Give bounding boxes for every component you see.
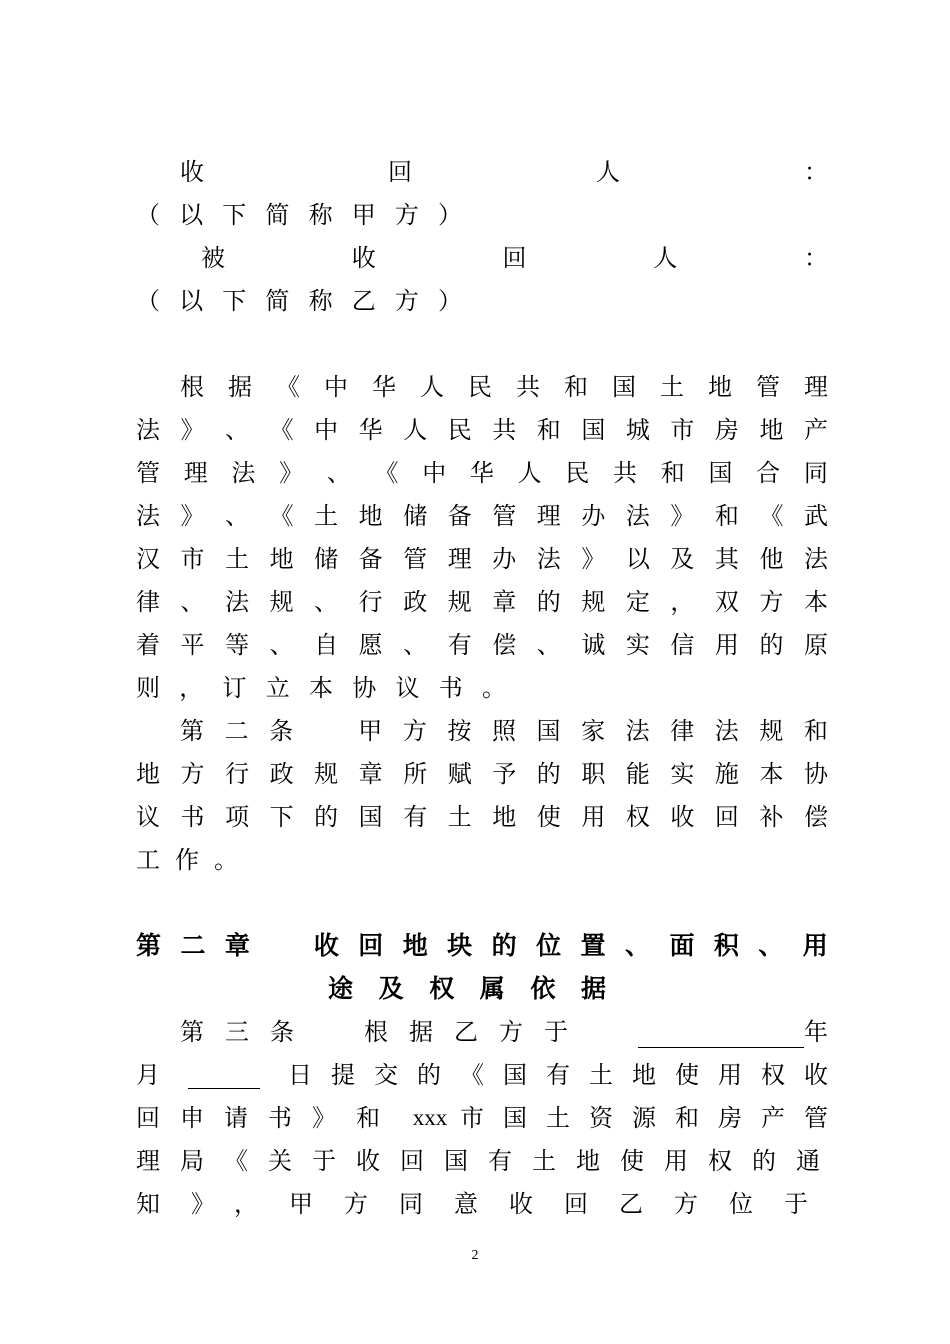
char: 诚 [581,631,606,659]
article3-line2 [136,1059,847,1091]
char: 同 [803,459,828,487]
day-blank[interactable] [188,1062,260,1089]
char: 储 [314,545,339,573]
char: 法 [625,502,650,530]
year-blank[interactable] [638,1021,804,1048]
char: 理 [804,373,828,401]
char: ， [179,674,204,702]
char: 本 [803,588,828,616]
article3-text-a: 根据乙方于 [364,1018,589,1046]
char: 、 [326,459,351,487]
char: 作 [175,846,199,874]
char: 其 [714,545,739,573]
char: 产 [803,416,828,444]
char: 位 [536,931,562,960]
article3-line3 [136,1102,847,1134]
char: 、 [624,931,650,960]
char: 补 [759,803,784,831]
char: 土 [225,545,250,573]
char: 管 [136,459,160,487]
char: 等 [225,631,250,659]
chapter-heading-line [328,973,606,1005]
char: 规 [269,588,294,616]
char: 和 [714,502,739,530]
text-line [136,199,462,231]
char: 规 [447,588,472,616]
char: 二 [180,931,206,960]
char: 和 [660,459,685,487]
char: 及 [378,974,404,1003]
char: 地 [402,931,428,960]
char: 行 [225,760,250,788]
char: 规 [581,588,606,616]
char: 自 [314,631,339,659]
char: 》 [670,502,695,530]
char: 地 [492,803,517,831]
char: 方 [759,588,784,616]
char [269,930,294,962]
char: 所 [403,760,428,788]
char: 以 [179,201,204,229]
text-line [136,629,828,661]
char: 华 [372,373,396,401]
char: 共 [516,373,540,401]
text-line [136,285,462,317]
char: 人 [596,158,620,186]
char: 途 [328,974,354,1003]
char: 施 [714,760,739,788]
char: 规 [759,717,784,745]
char: 》 [581,545,606,573]
article3-text-f: 知》，甲方同意收回乙方位于 [136,1190,839,1218]
char: 政 [403,588,428,616]
char: 收 [351,244,376,272]
char: ） [437,287,462,315]
char: 的 [314,803,339,831]
char: 实 [670,760,695,788]
char: 市 [180,545,205,573]
char: 甲 [351,201,376,229]
char: 《 [276,373,300,401]
article3-label: 第三条 [180,1018,315,1046]
char: 权 [429,974,455,1003]
char: 下 [269,803,294,831]
char: 方 [180,760,205,788]
char: 用 [802,931,828,960]
text-line [136,586,828,618]
char: 项 [225,803,250,831]
char: 民 [565,459,590,487]
char: 协 [352,674,377,702]
char: 法 [136,416,160,444]
char: 管 [756,373,780,401]
char: 以 [625,545,650,573]
char: 土 [314,502,339,530]
char: 武 [803,502,828,530]
char: 使 [536,803,561,831]
char: 中 [314,416,339,444]
text-line [136,844,238,876]
char: 和 [536,416,561,444]
char: ） [437,201,462,229]
year-label: 年 [804,1018,828,1046]
char: 定 [625,588,650,616]
char: 乙 [351,287,376,315]
char: 按 [447,717,472,745]
char: 办 [581,502,606,530]
char: 照 [491,717,516,745]
text-line [136,672,506,704]
char: 储 [403,502,428,530]
char: 本 [309,674,333,702]
char: 民 [468,373,492,401]
char: 《 [269,502,294,530]
city-placeholder: xxx [412,1105,448,1130]
char: 法 [536,545,561,573]
char: 立 [265,674,290,702]
month-label: 月 [136,1061,160,1089]
char: 地 [269,545,294,573]
char: 地 [358,502,383,530]
text-line [136,414,828,446]
char: 民 [447,416,472,444]
char: 平 [180,631,205,659]
char: 着 [136,631,160,659]
char: 则 [136,674,160,702]
char: 愿 [358,631,383,659]
char: 市 [670,416,695,444]
char: 和 [803,717,828,745]
char: 国 [358,803,383,831]
text-line [136,457,828,489]
char: 收 [670,803,695,831]
char: 的 [491,931,517,960]
char: 理 [447,545,472,573]
char: 能 [625,760,650,788]
char: 备 [447,502,472,530]
char: 议 [395,674,420,702]
char: 回 [388,158,412,186]
char: 。 [482,674,506,702]
char: 地 [136,760,160,788]
char: 章 [492,588,517,616]
char: 权 [625,803,650,831]
char: 律 [670,717,695,745]
char: 偿 [803,803,828,831]
char: 双 [714,588,739,616]
char: 用 [581,803,606,831]
char: 原 [803,631,828,659]
text-line [136,758,828,790]
char: 理 [536,502,561,530]
char: 国 [612,373,636,401]
chapter-heading-line [136,930,828,962]
char: 法 [231,459,256,487]
char: 偿 [492,631,517,659]
char: 根 [180,373,204,401]
char: 规 [314,760,339,788]
char: 。 [214,846,238,874]
char: 以 [179,287,204,315]
char: 、 [536,631,561,659]
text-line [180,371,828,403]
char: 人 [403,416,428,444]
char: 国 [708,459,733,487]
char: 有 [403,803,428,831]
char: 称 [308,287,333,315]
char: 行 [358,588,383,616]
char: 管 [403,545,428,573]
char: 、 [225,416,250,444]
char: 本 [759,760,784,788]
article3-line1 [180,1016,828,1048]
char: 房 [714,416,739,444]
char: 属 [479,974,505,1003]
char: 置 [580,931,606,960]
char: 法 [136,502,160,530]
char: 国 [581,416,606,444]
char: 律 [136,588,160,616]
char: （ [136,287,160,315]
char: 积 [713,931,739,960]
char: 人 [517,459,542,487]
char: 理 [183,459,208,487]
char: 人 [420,373,444,401]
article3-text-b: 日提交的《国有土地使用权收 [288,1061,847,1089]
char: 合 [756,459,781,487]
char: 回 [502,244,527,272]
char: 第 [180,717,204,745]
char: 订 [222,674,247,702]
char: 他 [759,545,784,573]
char: 土 [447,803,472,831]
char: 地 [708,373,732,401]
text-line [180,156,828,188]
char: 回 [358,931,384,960]
char: 用 [714,631,739,659]
char: ： [804,244,828,272]
char: 二 [224,717,249,745]
char: 回 [714,803,739,831]
char: 据 [580,974,606,1003]
char: 章 [224,931,250,960]
char: 称 [308,201,333,229]
char: 《 [374,459,399,487]
char: 简 [265,287,290,315]
char: 、 [758,931,784,960]
char: 、 [269,631,294,659]
char: 工 [136,846,160,874]
char: 》 [180,416,205,444]
char: 法 [225,588,250,616]
text-line [136,801,828,833]
char: 汉 [136,545,160,573]
char: 书 [438,674,463,702]
char: 依 [530,974,556,1003]
char: 职 [581,760,606,788]
char: ： [804,158,828,186]
text-line [136,543,828,575]
char: 人 [653,244,678,272]
char: 《 [269,416,294,444]
char [314,715,338,747]
char: 政 [269,760,294,788]
article3-text-c: 回申请书》和 [136,1104,400,1132]
char: 方 [394,287,419,315]
char: 中 [422,459,447,487]
char: 被 [201,244,225,272]
char: 、 [180,588,205,616]
char: 第 [136,931,162,960]
char: 收 [180,158,204,186]
char: 的 [536,588,561,616]
char: 条 [269,717,294,745]
char: 》 [279,459,304,487]
char: 信 [670,631,695,659]
char: 议 [136,803,160,831]
char: 章 [358,760,383,788]
char: 协 [803,760,828,788]
article3-text-d: 市国土资源和房产管 [460,1104,847,1132]
article3-text-e: 理局《关于收回国有土地使用权的通 [136,1147,840,1175]
char: 方 [402,717,427,745]
char: 法 [625,717,650,745]
article3-line4 [136,1145,840,1177]
text-line [180,715,828,747]
char: 、 [314,588,339,616]
char: 的 [536,760,561,788]
char: 面 [669,931,695,960]
char: 法 [803,545,828,573]
char: 法 [714,717,739,745]
article3-line5 [136,1188,839,1220]
page-number: 2 [471,1248,479,1263]
char: 下 [222,287,247,315]
char: 国 [536,717,561,745]
char: 家 [581,717,606,745]
char: 华 [469,459,494,487]
char: 共 [492,416,517,444]
char: 土 [660,373,684,401]
char: 的 [759,631,784,659]
char: 下 [222,201,247,229]
char: 有 [447,631,472,659]
char: 块 [447,931,473,960]
char: 》 [180,502,205,530]
char: 和 [564,373,588,401]
char: 管 [492,502,517,530]
char: 、 [403,631,428,659]
char: 城 [625,416,650,444]
char: 办 [492,545,517,573]
char: 赋 [447,760,472,788]
char: 备 [358,545,383,573]
char: 共 [613,459,638,487]
char: 《 [759,502,784,530]
char: 中 [324,373,348,401]
char: 甲 [358,717,383,745]
char: （ [136,201,160,229]
char: 收 [313,931,339,960]
char: 方 [394,201,419,229]
char: 实 [625,631,650,659]
char: 予 [492,760,517,788]
char: ， [670,588,695,616]
char: 书 [180,803,205,831]
char: 简 [265,201,290,229]
char: 据 [228,373,252,401]
char: 、 [225,502,250,530]
char: 及 [670,545,695,573]
text-line [201,242,828,274]
text-line [136,500,828,532]
char: 地 [759,416,784,444]
char: 华 [358,416,383,444]
